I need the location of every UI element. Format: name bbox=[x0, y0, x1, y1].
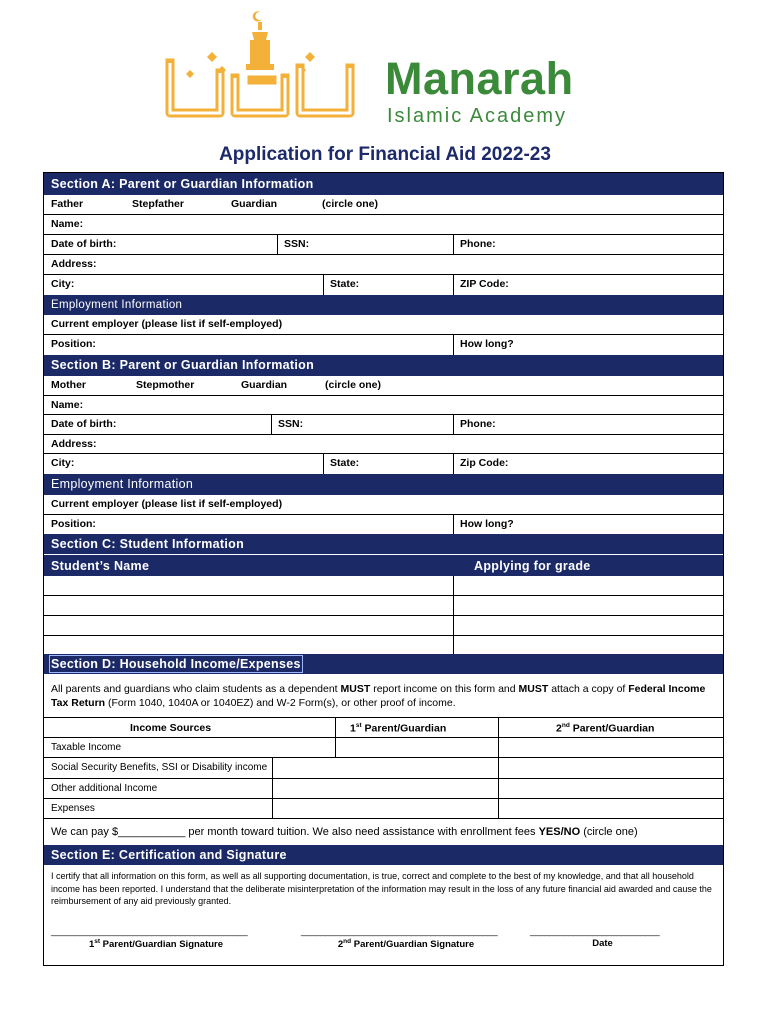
city-state-zip-row bbox=[44, 454, 723, 474]
state-label: State: bbox=[330, 278, 360, 290]
brand-subtitle: Islamic Academy bbox=[387, 105, 568, 127]
section-a-header: Section A: Parent or Guardian Information bbox=[44, 173, 723, 195]
dob-label: Date of birth: bbox=[51, 418, 117, 430]
date-line[interactable]: ___________________________ bbox=[530, 926, 660, 937]
position-row bbox=[44, 515, 723, 534]
ordinal-suffix: nd bbox=[561, 722, 570, 729]
income-row-label: Taxable Income bbox=[51, 742, 122, 753]
how-long-label: How long? bbox=[460, 518, 514, 530]
divider bbox=[498, 779, 499, 798]
student-table-header bbox=[44, 554, 723, 576]
relation-option-stepmother[interactable]: Stepmother bbox=[136, 379, 195, 391]
divider bbox=[453, 596, 454, 615]
brand-name: Manarah bbox=[385, 53, 574, 104]
income-row[interactable] bbox=[44, 738, 723, 758]
divider bbox=[453, 275, 454, 295]
section-b-header: Section B: Parent or Guardian Information bbox=[44, 355, 723, 376]
divider bbox=[323, 275, 324, 295]
employer-field[interactable] bbox=[44, 495, 723, 515]
signature-line-1[interactable]: _________________________________________ bbox=[51, 926, 248, 937]
position-label: Position: bbox=[51, 518, 96, 530]
relation-option-guardian[interactable]: Guardian bbox=[231, 198, 278, 210]
academy-logo bbox=[160, 8, 600, 138]
instruction-text: report income on this form and bbox=[370, 683, 519, 695]
instruction-emphasis: MUST bbox=[340, 683, 371, 695]
ordinal-number: 2 bbox=[556, 722, 562, 735]
divider bbox=[498, 799, 499, 818]
signature-label-text: Parent/Guardian Signature bbox=[100, 939, 224, 951]
payment-text: We can pay $___________ per month toward tuition. We also need assistance with enrollment fees bbox=[51, 826, 539, 838]
divider bbox=[323, 454, 324, 474]
income-row[interactable] bbox=[44, 779, 723, 799]
instruction-text: attach a copy of bbox=[548, 683, 629, 695]
employer-label: Current employer (please list if self-employed) bbox=[51, 498, 283, 510]
city-state-zip-row bbox=[44, 275, 723, 295]
name-label: Name: bbox=[51, 399, 84, 411]
section-c-header: Section C: Student Information bbox=[44, 534, 723, 554]
city-label: City: bbox=[51, 278, 75, 290]
student-row[interactable] bbox=[44, 596, 723, 616]
ordinal-suffix: st bbox=[355, 722, 362, 729]
relation-option-father[interactable]: Father bbox=[51, 198, 84, 210]
dob-ssn-phone-row bbox=[44, 235, 723, 255]
minaret-logo-icon bbox=[160, 8, 365, 138]
parent1-column bbox=[350, 722, 446, 735]
divider bbox=[498, 718, 499, 737]
relation-option-guardian[interactable]: Guardian bbox=[241, 379, 288, 391]
instruction-text: (Form 1040, 1040A or 1040EZ) and W-2 Form(s), or other proof of income. bbox=[105, 697, 456, 709]
divider bbox=[335, 738, 336, 757]
city-label: City: bbox=[51, 457, 75, 469]
divider bbox=[453, 636, 454, 654]
divider bbox=[498, 738, 499, 757]
income-row[interactable] bbox=[44, 758, 723, 779]
position-row bbox=[44, 335, 723, 355]
dob-ssn-phone-row bbox=[44, 415, 723, 435]
income-row-label: Social Security Benefits, SSI or Disability income bbox=[51, 762, 268, 773]
name-field[interactable] bbox=[44, 396, 723, 415]
financial-aid-form bbox=[43, 172, 724, 966]
divider bbox=[453, 576, 454, 595]
instruction-emphasis: Federal Income Tax Return bbox=[51, 683, 706, 709]
state-label: State: bbox=[330, 457, 360, 469]
ssn-label: SSN: bbox=[278, 418, 304, 430]
ordinal-suffix: st bbox=[94, 938, 101, 945]
section-b-relation-row bbox=[44, 376, 723, 396]
position-label: Position: bbox=[51, 338, 96, 350]
income-row-label: Expenses bbox=[51, 803, 95, 814]
employer-label: Current employer (please list if self-employed) bbox=[51, 318, 283, 330]
divider bbox=[335, 718, 336, 737]
how-long-label: How long? bbox=[460, 338, 514, 350]
divider bbox=[453, 235, 454, 254]
divider bbox=[271, 415, 272, 434]
divider bbox=[277, 235, 278, 254]
ordinal-number: 2 bbox=[337, 939, 344, 951]
ssn-label: SSN: bbox=[284, 238, 310, 250]
address-field[interactable] bbox=[44, 255, 723, 275]
name-label: Name: bbox=[51, 218, 84, 230]
section-d-header bbox=[44, 654, 723, 674]
relation-option-stepfather[interactable]: Stepfather bbox=[132, 198, 184, 210]
parent2-column bbox=[556, 722, 654, 735]
ordinal-number: 1 bbox=[88, 939, 95, 951]
student-name-column: Student’s Name bbox=[51, 559, 150, 573]
ordinal-suffix: nd bbox=[343, 938, 352, 945]
payment-text: (circle one) bbox=[580, 826, 638, 838]
student-row[interactable] bbox=[44, 636, 723, 654]
signature-label-1 bbox=[51, 938, 261, 950]
grade-column: Applying for grade bbox=[474, 559, 591, 573]
income-row-label: Other additional Income bbox=[51, 783, 158, 794]
divider bbox=[498, 758, 499, 778]
circle-one-note: (circle one) bbox=[325, 379, 382, 391]
student-row[interactable] bbox=[44, 576, 723, 596]
section-d-title: Section D: Household Income/Expenses bbox=[51, 657, 301, 671]
income-instructions bbox=[51, 682, 716, 710]
income-table-header bbox=[44, 717, 723, 738]
tuition-payment-line bbox=[51, 825, 716, 839]
name-field[interactable] bbox=[44, 215, 723, 235]
phone-label: Phone: bbox=[460, 418, 496, 430]
section-a-relation-row bbox=[44, 195, 723, 215]
employer-field[interactable] bbox=[44, 315, 723, 335]
divider bbox=[272, 799, 273, 818]
circle-one-note: (circle one) bbox=[322, 198, 379, 210]
student-row[interactable] bbox=[44, 616, 723, 636]
ordinal-number: 1 bbox=[350, 722, 356, 735]
divider bbox=[453, 616, 454, 635]
relation-option-mother[interactable]: Mother bbox=[51, 379, 86, 391]
income-row[interactable] bbox=[44, 799, 723, 819]
certification-text: I certify that all information on this form, as well as all supporting documentation, is true, correct and complete to the best of my knowledge, and that all household income has been reported. I understand that the deliberate misinterpretation of the information may result in the loss of any future financial aid awarded and cause the reimbursement of any aid previously granted. bbox=[51, 871, 712, 906]
address-field[interactable] bbox=[44, 435, 723, 454]
column-label: Parent/Guardian bbox=[569, 722, 655, 735]
column-label: Parent/Guardian bbox=[361, 722, 447, 735]
section-e-header: Section E: Certification and Signature bbox=[44, 845, 723, 865]
divider bbox=[453, 515, 454, 534]
divider bbox=[453, 335, 454, 355]
zip-label: Zip Code: bbox=[460, 457, 509, 469]
instruction-emphasis: MUST bbox=[518, 683, 549, 695]
address-label: Address: bbox=[51, 438, 97, 450]
phone-label: Phone: bbox=[460, 238, 496, 250]
zip-label: ZIP Code: bbox=[460, 278, 509, 290]
divider bbox=[272, 779, 273, 798]
divider bbox=[453, 454, 454, 474]
section-b-employment-header: Employment Information bbox=[44, 474, 723, 495]
income-sources-column: Income Sources bbox=[130, 722, 212, 734]
divider bbox=[272, 758, 273, 778]
signature-label-2 bbox=[301, 938, 511, 950]
date-label: Date bbox=[592, 938, 613, 949]
yes-no-option[interactable]: YES/NO bbox=[538, 826, 581, 838]
address-label: Address: bbox=[51, 258, 97, 270]
signature-line-2[interactable]: _________________________________________ bbox=[301, 926, 498, 937]
page-title: Application for Financial Aid 2022-23 bbox=[219, 144, 551, 165]
instruction-text: All parents and guardians who claim students as a dependent bbox=[51, 683, 341, 695]
signature-label-text: Parent/Guardian Signature bbox=[351, 939, 475, 951]
divider bbox=[453, 415, 454, 434]
section-a-employment-header: Employment Information bbox=[44, 295, 723, 315]
dob-label: Date of birth: bbox=[51, 238, 117, 250]
